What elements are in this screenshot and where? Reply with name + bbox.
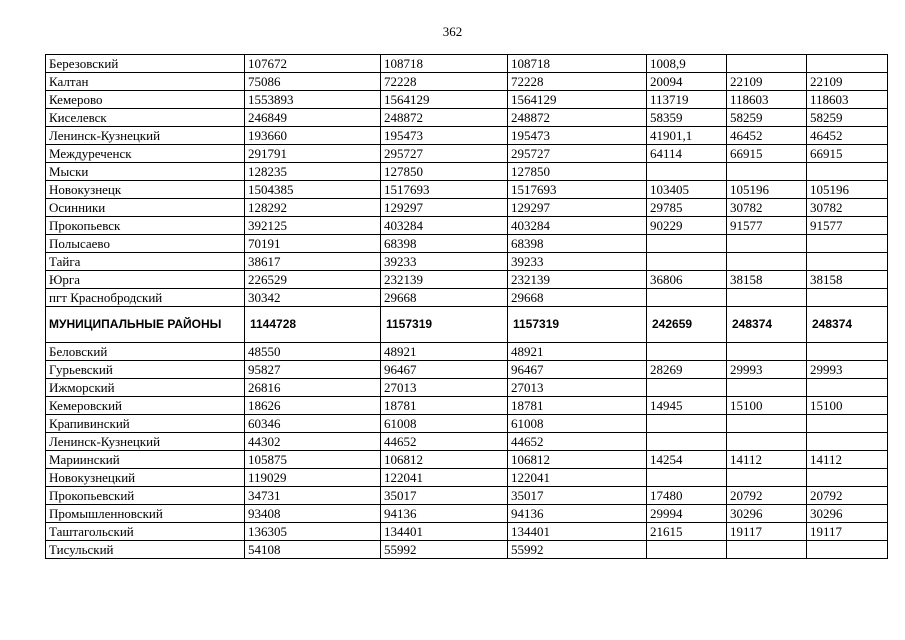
table-row [46, 73, 888, 91]
table-cell-value-5: 66915 [727, 145, 807, 163]
table-cell-value-3: 195473 [508, 127, 647, 145]
table-cell-value-1: 1553893 [245, 91, 381, 109]
table-cell-value-5: 20792 [727, 487, 807, 505]
table-cell-value-1: 105875 [245, 451, 381, 469]
table-cell-value-5 [727, 163, 807, 181]
table-cell-value-6 [807, 253, 888, 271]
table-cell-value-1: 44302 [245, 433, 381, 451]
table-row [46, 55, 888, 73]
table-cell-name: Ленинск-Кузнецкий [46, 433, 245, 451]
table-cell-name: Кемерово [46, 91, 245, 109]
table-cell-value-6: 38158 [807, 271, 888, 289]
table-cell-name: Мыски [46, 163, 245, 181]
table-cell-value-4: 41901,1 [647, 127, 727, 145]
table-cell-value-2: 27013 [381, 379, 508, 397]
table-row [46, 271, 888, 289]
table-cell-value-1: 1504385 [245, 181, 381, 199]
table-cell-value-2: 129297 [381, 199, 508, 217]
table-cell-value-5: 30782 [727, 199, 807, 217]
table-cell-name: Прокопьевск [46, 217, 245, 235]
table-cell-value-3: 72228 [508, 73, 647, 91]
table-cell-value-3: 48921 [508, 343, 647, 361]
table-row [46, 343, 888, 361]
table-row [46, 217, 888, 235]
table-cell-value-2: 44652 [381, 433, 508, 451]
table-cell-value-5 [727, 55, 807, 73]
table-cell-value-4: 36806 [647, 271, 727, 289]
table-cell-value-6: 30296 [807, 505, 888, 523]
table-cell-name: Прокопьевский [46, 487, 245, 505]
table-cell-value-6: 91577 [807, 217, 888, 235]
table-cell-value-6 [807, 433, 888, 451]
table-cell-value-3: 1517693 [508, 181, 647, 199]
table-cell-value-5 [727, 379, 807, 397]
table-cell-value-6 [807, 415, 888, 433]
table-cell-value-3: 1564129 [508, 91, 647, 109]
table-cell-value-4: 28269 [647, 361, 727, 379]
table-cell-value-1: 1144728 [245, 307, 381, 343]
table-cell-value-1: 95827 [245, 361, 381, 379]
table-cell-value-5 [727, 253, 807, 271]
table-cell-value-1: 291791 [245, 145, 381, 163]
table-cell-value-6 [807, 163, 888, 181]
table-cell-value-4: 64114 [647, 145, 727, 163]
table-row [46, 451, 888, 469]
table-cell-value-2: 232139 [381, 271, 508, 289]
table-cell-name: Тисульский [46, 541, 245, 559]
table-cell-value-4: 20094 [647, 73, 727, 91]
table-cell-value-4 [647, 343, 727, 361]
table-cell-name: Новокузнецкий [46, 469, 245, 487]
table-cell-value-6: 29993 [807, 361, 888, 379]
table-cell-value-4: 29994 [647, 505, 727, 523]
table-cell-name: Мариинский [46, 451, 245, 469]
table-cell-value-1: 38617 [245, 253, 381, 271]
table-cell-value-3: 18781 [508, 397, 647, 415]
table-cell-value-2: 403284 [381, 217, 508, 235]
table-body [46, 55, 888, 559]
table-cell-value-4 [647, 253, 727, 271]
table-cell-value-5: 30296 [727, 505, 807, 523]
table-cell-value-2: 68398 [381, 235, 508, 253]
table-row [46, 235, 888, 253]
table-row [46, 253, 888, 271]
table-row [46, 289, 888, 307]
table-cell-value-1: 136305 [245, 523, 381, 541]
table-cell-name: МУНИЦИПАЛЬНЫЕ РАЙОНЫ [46, 307, 245, 343]
table-cell-value-6 [807, 469, 888, 487]
table-cell-value-1: 75086 [245, 73, 381, 91]
table-cell-value-6 [807, 343, 888, 361]
table-cell-value-3: 295727 [508, 145, 647, 163]
table-row [46, 181, 888, 199]
table-cell-value-1: 26816 [245, 379, 381, 397]
table-cell-value-6: 22109 [807, 73, 888, 91]
table-row [46, 127, 888, 145]
table-cell-value-2: 295727 [381, 145, 508, 163]
page-number: 362 [442, 24, 463, 39]
table-row [46, 541, 888, 559]
table-row [46, 469, 888, 487]
table-cell-value-1: 54108 [245, 541, 381, 559]
table-row [46, 199, 888, 217]
table-cell-value-1: 34731 [245, 487, 381, 505]
table-cell-value-2: 134401 [381, 523, 508, 541]
table-cell-value-3: 61008 [508, 415, 647, 433]
table-cell-value-4: 21615 [647, 523, 727, 541]
table-cell-value-1: 107672 [245, 55, 381, 73]
table-cell-value-5 [727, 289, 807, 307]
table-cell-value-2: 122041 [381, 469, 508, 487]
table-cell-value-2: 248872 [381, 109, 508, 127]
table-cell-value-6: 248374 [807, 307, 888, 343]
table-cell-value-4: 113719 [647, 91, 727, 109]
table-cell-name: Кемеровский [46, 397, 245, 415]
table-cell-value-5: 118603 [727, 91, 807, 109]
table-cell-value-6 [807, 55, 888, 73]
table-cell-value-6: 15100 [807, 397, 888, 415]
table-cell-value-6: 46452 [807, 127, 888, 145]
table-cell-value-4: 90229 [647, 217, 727, 235]
table-cell-value-5 [727, 343, 807, 361]
table-cell-value-3: 1157319 [508, 307, 647, 343]
table-cell-value-3: 39233 [508, 253, 647, 271]
table-cell-value-2: 55992 [381, 541, 508, 559]
table-cell-value-3: 35017 [508, 487, 647, 505]
table-cell-value-6: 19117 [807, 523, 888, 541]
table-cell-value-3: 232139 [508, 271, 647, 289]
table-cell-value-6 [807, 379, 888, 397]
table-cell-value-4 [647, 415, 727, 433]
table-cell-value-5: 29993 [727, 361, 807, 379]
table-row-section-header [46, 307, 888, 343]
table-cell-value-1: 392125 [245, 217, 381, 235]
table-cell-value-3: 94136 [508, 505, 647, 523]
table-row [46, 487, 888, 505]
table-cell-value-6: 14112 [807, 451, 888, 469]
table-cell-value-2: 94136 [381, 505, 508, 523]
table-cell-value-2: 1517693 [381, 181, 508, 199]
table-cell-name: Беловский [46, 343, 245, 361]
table-cell-value-1: 119029 [245, 469, 381, 487]
table-cell-value-3: 44652 [508, 433, 647, 451]
table-cell-value-6: 30782 [807, 199, 888, 217]
table-cell-value-3: 68398 [508, 235, 647, 253]
table-cell-value-4: 242659 [647, 307, 727, 343]
table-row [46, 145, 888, 163]
table-cell-value-3: 127850 [508, 163, 647, 181]
table-cell-value-2: 108718 [381, 55, 508, 73]
table-cell-value-5: 46452 [727, 127, 807, 145]
table-cell-value-4: 1008,9 [647, 55, 727, 73]
table-cell-value-1: 18626 [245, 397, 381, 415]
table-cell-name: Ленинск-Кузнецкий [46, 127, 245, 145]
table-cell-value-5 [727, 235, 807, 253]
table-cell-value-3: 122041 [508, 469, 647, 487]
table-cell-value-4 [647, 163, 727, 181]
table-cell-value-1: 93408 [245, 505, 381, 523]
table-cell-value-2: 1564129 [381, 91, 508, 109]
table-cell-value-4 [647, 289, 727, 307]
table-cell-value-1: 128292 [245, 199, 381, 217]
table-row [46, 379, 888, 397]
table-cell-name: Таштагольский [46, 523, 245, 541]
table-cell-value-1: 70191 [245, 235, 381, 253]
table-cell-value-3: 55992 [508, 541, 647, 559]
table-cell-value-4 [647, 235, 727, 253]
table-row [46, 433, 888, 451]
table-cell-value-4 [647, 433, 727, 451]
table-cell-value-2: 35017 [381, 487, 508, 505]
table-cell-value-3: 134401 [508, 523, 647, 541]
table-cell-value-2: 18781 [381, 397, 508, 415]
table-cell-value-4: 14945 [647, 397, 727, 415]
table-cell-value-2: 48921 [381, 343, 508, 361]
table-cell-value-1: 193660 [245, 127, 381, 145]
table-row [46, 361, 888, 379]
table-cell-value-6: 105196 [807, 181, 888, 199]
table-cell-value-5: 15100 [727, 397, 807, 415]
table-cell-value-2: 61008 [381, 415, 508, 433]
table-cell-value-5: 14112 [727, 451, 807, 469]
table-cell-value-5: 91577 [727, 217, 807, 235]
data-table [45, 54, 888, 559]
table-cell-value-3: 403284 [508, 217, 647, 235]
table-cell-name: Тайга [46, 253, 245, 271]
table-cell-value-3: 29668 [508, 289, 647, 307]
table-cell-value-2: 127850 [381, 163, 508, 181]
table-cell-value-6 [807, 235, 888, 253]
table-cell-value-5: 248374 [727, 307, 807, 343]
table-cell-value-1: 48550 [245, 343, 381, 361]
table-row [46, 91, 888, 109]
table-cell-value-6: 20792 [807, 487, 888, 505]
table-cell-value-4: 14254 [647, 451, 727, 469]
table-cell-name: пгт Краснобродский [46, 289, 245, 307]
table-cell-value-5: 38158 [727, 271, 807, 289]
table-cell-value-2: 96467 [381, 361, 508, 379]
table-cell-value-4 [647, 541, 727, 559]
table-cell-value-3: 129297 [508, 199, 647, 217]
table-cell-name: Промышленновский [46, 505, 245, 523]
table-row [46, 415, 888, 433]
table-cell-value-1: 246849 [245, 109, 381, 127]
table-cell-value-4 [647, 379, 727, 397]
table-cell-value-4: 29785 [647, 199, 727, 217]
table-cell-name: Березовский [46, 55, 245, 73]
table-cell-value-1: 60346 [245, 415, 381, 433]
table-cell-name: Ижморский [46, 379, 245, 397]
table-cell-value-5 [727, 433, 807, 451]
table-cell-name: Юрга [46, 271, 245, 289]
table-cell-value-2: 195473 [381, 127, 508, 145]
table-cell-value-5: 19117 [727, 523, 807, 541]
table-row [46, 109, 888, 127]
table-cell-value-3: 27013 [508, 379, 647, 397]
table-row [46, 523, 888, 541]
table-cell-name: Междуреченск [46, 145, 245, 163]
table-cell-value-2: 29668 [381, 289, 508, 307]
table-cell-value-5: 105196 [727, 181, 807, 199]
table-row [46, 397, 888, 415]
table-cell-value-4: 103405 [647, 181, 727, 199]
table-cell-value-3: 248872 [508, 109, 647, 127]
table-cell-value-6 [807, 541, 888, 559]
table-row [46, 163, 888, 181]
table-cell-value-6: 58259 [807, 109, 888, 127]
table-row [46, 505, 888, 523]
table-cell-value-2: 39233 [381, 253, 508, 271]
table-cell-value-2: 1157319 [381, 307, 508, 343]
table-cell-name: Гурьевский [46, 361, 245, 379]
table-cell-value-5 [727, 541, 807, 559]
table-cell-name: Новокузнецк [46, 181, 245, 199]
table-cell-value-5: 58259 [727, 109, 807, 127]
table-cell-value-5: 22109 [727, 73, 807, 91]
table-cell-value-1: 128235 [245, 163, 381, 181]
table-cell-name: Осинники [46, 199, 245, 217]
table-cell-value-5 [727, 415, 807, 433]
table-cell-value-4: 17480 [647, 487, 727, 505]
table-cell-name: Калтан [46, 73, 245, 91]
table-cell-value-4: 58359 [647, 109, 727, 127]
table-cell-value-2: 72228 [381, 73, 508, 91]
table-cell-value-3: 106812 [508, 451, 647, 469]
table-cell-value-2: 106812 [381, 451, 508, 469]
table-cell-name: Полысаево [46, 235, 245, 253]
table-cell-value-3: 96467 [508, 361, 647, 379]
table-cell-value-6: 118603 [807, 91, 888, 109]
table-cell-value-3: 108718 [508, 55, 647, 73]
table-cell-value-4 [647, 469, 727, 487]
table-cell-name: Киселевск [46, 109, 245, 127]
table-cell-value-6: 66915 [807, 145, 888, 163]
table-cell-value-1: 30342 [245, 289, 381, 307]
table-cell-value-5 [727, 469, 807, 487]
table-cell-value-6 [807, 289, 888, 307]
table-cell-value-1: 226529 [245, 271, 381, 289]
table-cell-name: Крапивинский [46, 415, 245, 433]
